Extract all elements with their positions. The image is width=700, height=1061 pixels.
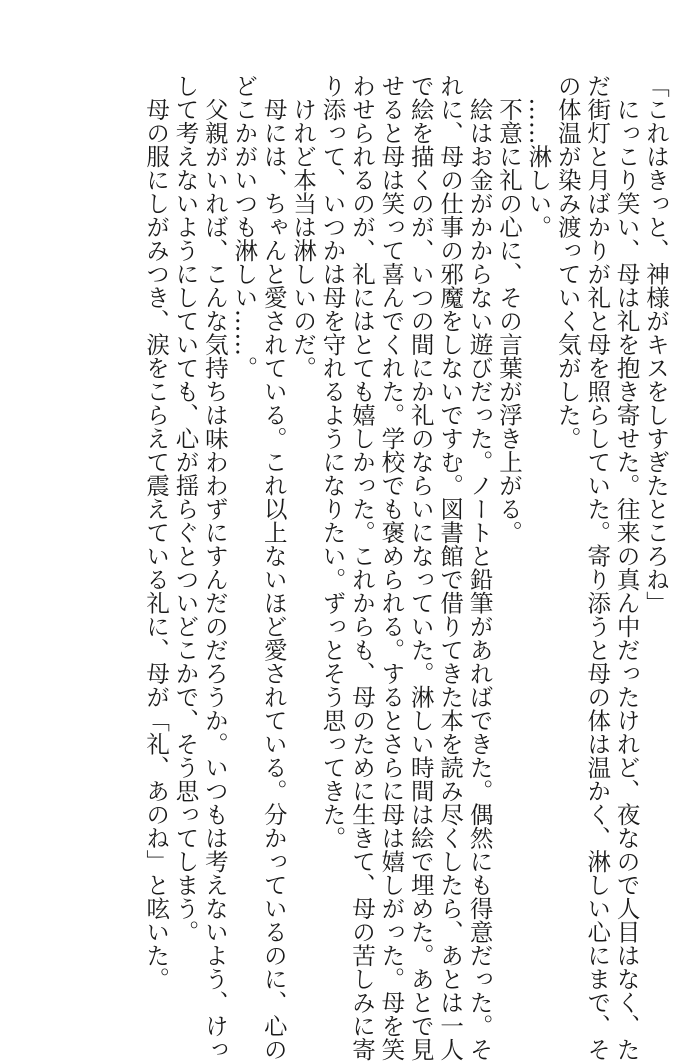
text-line: 母の服にしがみつき、涙をこらえて震えている礼に、母が「礼、あのね」と呟いた。 (142, 74, 171, 991)
text-line: 父親がいれば、こんな気持ちは味わわずにすんだのだろうか。いつもは考えないよう、けっ (200, 74, 229, 1061)
text-line: 不意に礼の心に、その言葉が浮き上がる。 (494, 74, 523, 544)
text-line: 母には、ちゃんと愛されている。これ以上ないほど愛されている。分かっているのに、心の (259, 74, 288, 1061)
text-line: わせられるのが、礼にはとても嬉しかった。これからも、母のために生きて、母の苦しみに寄 (347, 74, 376, 1061)
text-line: の体温が染み渡っていく気がした。 (553, 74, 582, 450)
vertical-text-body (141, 74, 670, 1061)
text-line: にっこり笑い、母は礼を抱き寄せた。往来の真ん中だったけれど、夜なので人目はなく、た (612, 74, 641, 1061)
text-line: けれど本当は淋しいのだ。 (289, 74, 318, 380)
text-line: 絵はお金がかからない遊びだった。ノートと鉛筆があればできた。偶然にも得意だった。そ (465, 74, 494, 1061)
text-line: れに、母の仕事の邪魔をしないですむ。図書館で借りてきた本を読み尽くしたら、あとは一人 (436, 74, 465, 1061)
text-line: どこかがいつも淋しい……。 (230, 74, 259, 380)
text-line: だ街灯と月ばかりが礼と母を照らしていた。寄り添うと母の体は温かく、淋しい心にまで、そ (583, 74, 612, 1061)
text-line: 「これはきっと、神様がキスをしすぎたところね」 (642, 74, 670, 615)
text-line: り添って、いつかは母を守れるようになりたい。ずっとそう思ってきた。 (318, 74, 347, 850)
text-line: で絵を描くのが、いつの間にか礼のならいになっていた。淋しい時間は絵で埋めた。あとで見 (406, 74, 435, 1061)
text-line: ……淋しい。 (524, 74, 553, 239)
text-line: せると母は笑って喜んでくれた。学校でも褒められる。するとさらに母は嬉しがった。母を笑 (377, 74, 406, 1061)
text-line: して考えないようにしていても、心が揺らぐとついどこかで、そう思ってしまう。 (171, 74, 200, 944)
